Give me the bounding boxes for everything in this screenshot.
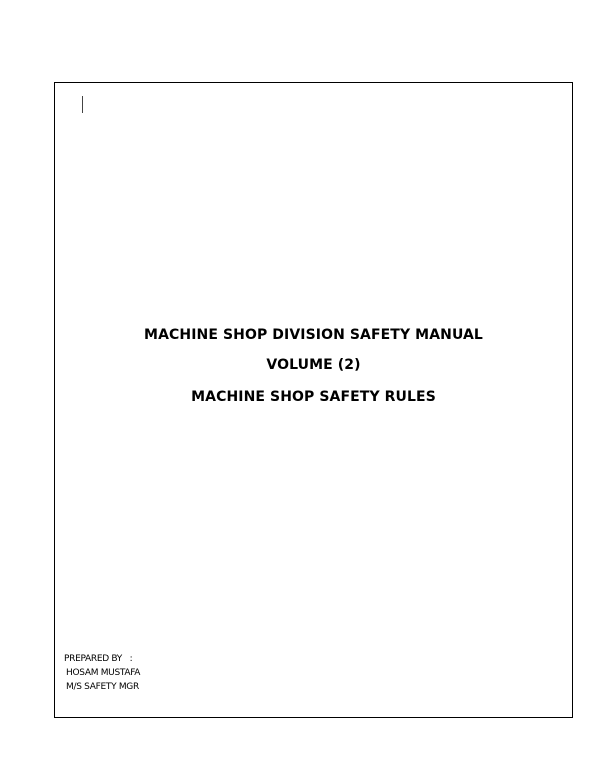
manual-subtitle: MACHINE SHOP SAFETY RULES xyxy=(191,389,436,405)
text-cursor xyxy=(82,96,83,113)
volume-label: VOLUME (2) xyxy=(266,357,361,373)
manual-title: MACHINE SHOP DIVISION SAFETY MANUAL xyxy=(144,327,483,343)
prepared-by-block xyxy=(64,652,140,694)
preparer-name: HOSAM MUSTAFA xyxy=(66,668,141,678)
preparer-role: M/S SAFETY MGR xyxy=(66,682,139,692)
prepared-by-label: PREPARED BY : xyxy=(64,654,133,664)
